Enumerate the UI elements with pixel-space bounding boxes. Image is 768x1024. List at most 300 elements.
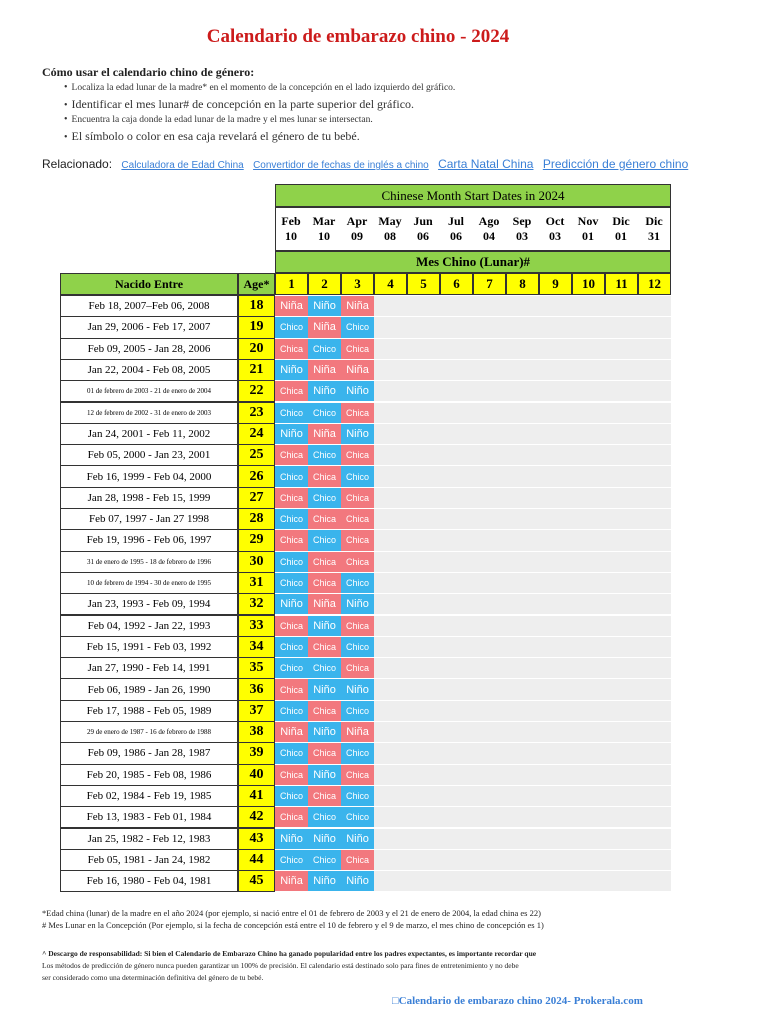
gender-cell-unreadable <box>539 317 572 337</box>
born-between-cell: Feb 07, 1997 - Jan 27 1998 <box>60 508 238 530</box>
gender-cell-unreadable <box>374 765 407 785</box>
gender-cell-girl: Niña <box>308 317 341 337</box>
gender-cell-unreadable <box>638 807 671 827</box>
born-between-cell: Feb 20, 1985 - Feb 08, 1986 <box>60 764 238 786</box>
gender-cell-unreadable <box>407 403 440 423</box>
gender-cell-unreadable <box>407 339 440 359</box>
gender-cell-boy: Niño <box>308 765 341 785</box>
footer-link[interactable]: □Calendario de embarazo chino 2024- Prokerala.com <box>392 995 643 1007</box>
gender-cell-unreadable <box>407 829 440 849</box>
gender-cell-unreadable <box>605 424 638 444</box>
gender-cell-unreadable <box>407 509 440 529</box>
month-start-date: Dic 31 <box>645 214 663 243</box>
gender-cell-boy: Chico <box>275 403 308 423</box>
gender-cell-unreadable <box>506 658 539 678</box>
gender-cell-unreadable <box>473 573 506 593</box>
gender-cell-unreadable <box>572 594 605 614</box>
gender-cell-girl: Chica <box>341 530 374 550</box>
gender-cell-unreadable <box>539 552 572 572</box>
gender-cell-unreadable <box>440 807 473 827</box>
gender-cell-unreadable <box>539 445 572 465</box>
gender-cell-unreadable <box>440 743 473 763</box>
gender-cell-unreadable <box>539 765 572 785</box>
mother-age-cell: 38 <box>238 721 275 743</box>
gender-cell-unreadable <box>407 466 440 486</box>
gender-cell-unreadable <box>407 679 440 699</box>
gender-cell-unreadable <box>539 530 572 550</box>
gender-cell-unreadable <box>440 530 473 550</box>
gender-cell-unreadable <box>506 743 539 763</box>
gender-cell-unreadable <box>638 616 671 636</box>
gender-cell-unreadable <box>539 296 572 316</box>
gender-cell-unreadable <box>374 339 407 359</box>
gender-cell-unreadable <box>605 403 638 423</box>
gender-cell-girl: Chica <box>341 488 374 508</box>
gender-cell-unreadable <box>539 658 572 678</box>
gender-cell-unreadable <box>572 488 605 508</box>
gender-cell-unreadable <box>638 509 671 529</box>
gender-cell-unreadable <box>407 701 440 721</box>
gender-cell-unreadable <box>374 573 407 593</box>
gender-cell-unreadable <box>638 871 671 891</box>
gender-cell-unreadable <box>374 807 407 827</box>
gender-cell-girl: Chica <box>341 765 374 785</box>
gender-cell-unreadable <box>473 616 506 636</box>
born-between-cell: Feb 16, 1999 - Feb 04, 2000 <box>60 465 238 487</box>
gender-cell-boy: Chico <box>341 466 374 486</box>
gender-cell-unreadable <box>506 573 539 593</box>
born-between-cell: Jan 25, 1982 - Feb 12, 1983 <box>60 828 238 850</box>
mother-age-cell: 35 <box>238 657 275 679</box>
gender-cell-unreadable <box>374 722 407 742</box>
link-birth-chart[interactable]: Carta Natal China <box>438 157 534 171</box>
gender-cell-unreadable <box>506 530 539 550</box>
gender-cell-unreadable <box>605 339 638 359</box>
mother-age-cell: 37 <box>238 700 275 722</box>
gender-cell-unreadable <box>473 488 506 508</box>
born-between-cell: Feb 05, 2000 - Jan 23, 2001 <box>60 444 238 466</box>
gender-cell-unreadable <box>506 786 539 806</box>
gender-cell-boy: Niño <box>275 829 308 849</box>
gender-cell-unreadable <box>605 722 638 742</box>
gender-cell-girl: Chica <box>341 445 374 465</box>
gender-cell-boy: Niño <box>341 381 374 401</box>
gender-cell-unreadable <box>440 765 473 785</box>
gender-cell-girl: Chica <box>275 530 308 550</box>
gender-cell-boy: Chico <box>308 850 341 870</box>
gender-cell-boy: Chico <box>275 573 308 593</box>
gender-cell-unreadable <box>506 360 539 380</box>
mother-age-cell: 41 <box>238 785 275 807</box>
mother-age-cell: 39 <box>238 742 275 764</box>
gender-cell-unreadable <box>638 466 671 486</box>
gender-cell-unreadable <box>572 637 605 657</box>
gender-cell-boy: Chico <box>341 317 374 337</box>
lunar-month-number: 2 <box>308 273 341 295</box>
gender-cell-girl: Chica <box>308 466 341 486</box>
col-header-age: Age* <box>238 273 275 295</box>
gender-cell-boy: Niño <box>308 381 341 401</box>
gender-cell-unreadable <box>506 466 539 486</box>
gender-cell-girl: Niña <box>341 722 374 742</box>
gender-cell-unreadable <box>638 786 671 806</box>
gender-cell-unreadable <box>572 679 605 699</box>
mother-age-cell: 44 <box>238 849 275 871</box>
gender-cell-boy: Niño <box>308 722 341 742</box>
gender-cell-unreadable <box>473 509 506 529</box>
gender-cell-unreadable <box>605 679 638 699</box>
gender-cell-unreadable <box>539 871 572 891</box>
gender-cell-unreadable <box>539 594 572 614</box>
gender-cell-unreadable <box>572 445 605 465</box>
lunar-month-number: 9 <box>539 273 572 295</box>
month-start-date: Dic 01 <box>612 214 630 243</box>
gender-cell-boy: Chico <box>275 509 308 529</box>
gender-cell-girl: Chica <box>341 552 374 572</box>
instruction-item: • Localiza la edad lunar de la madre* en el momento de la concepción en el lado izquierdo del gráfico. <box>64 80 455 96</box>
gender-cell-unreadable <box>605 786 638 806</box>
gender-cell-unreadable <box>473 850 506 870</box>
born-between-cell: Feb 13, 1983 - Feb 01, 1984 <box>60 806 238 828</box>
gender-cell-unreadable <box>440 360 473 380</box>
gender-cell-unreadable <box>407 488 440 508</box>
gender-cell-boy: Chico <box>341 807 374 827</box>
gender-cell-unreadable <box>440 786 473 806</box>
gender-cell-unreadable <box>605 317 638 337</box>
gender-cell-unreadable <box>638 829 671 849</box>
gender-cell-unreadable <box>539 509 572 529</box>
gender-cell-unreadable <box>638 722 671 742</box>
gender-cell-unreadable <box>374 829 407 849</box>
gender-cell-boy: Niño <box>308 871 341 891</box>
gender-cell-girl: Chica <box>275 445 308 465</box>
gender-cell-boy: Chico <box>308 445 341 465</box>
gender-cell-unreadable <box>572 509 605 529</box>
gender-cell-unreadable <box>374 594 407 614</box>
gender-cell-unreadable <box>407 786 440 806</box>
gender-cell-boy: Chico <box>341 743 374 763</box>
born-between-cell: 01 de febrero de 2003 - 21 de enero de 2004 <box>60 380 238 402</box>
gender-cell-unreadable <box>572 360 605 380</box>
gender-cell-unreadable <box>539 679 572 699</box>
gender-cell-unreadable <box>638 594 671 614</box>
gender-cell-unreadable <box>572 743 605 763</box>
gender-cell-unreadable <box>506 424 539 444</box>
gender-cell-unreadable <box>440 829 473 849</box>
gender-cell-unreadable <box>440 403 473 423</box>
gender-cell-boy: Chico <box>341 637 374 657</box>
lunar-month-number: 7 <box>473 273 506 295</box>
gender-cell-unreadable <box>539 850 572 870</box>
gender-cell-unreadable <box>605 616 638 636</box>
mother-age-cell: 43 <box>238 828 275 850</box>
lunar-month-number: 4 <box>374 273 407 295</box>
gender-cell-unreadable <box>539 829 572 849</box>
born-between-cell: Jan 28, 1998 - Feb 15, 1999 <box>60 487 238 509</box>
gender-cell-unreadable <box>473 552 506 572</box>
gender-cell-unreadable <box>506 317 539 337</box>
mother-age-cell: 30 <box>238 551 275 573</box>
gender-cell-unreadable <box>605 466 638 486</box>
gender-cell-unreadable <box>407 765 440 785</box>
gender-cell-unreadable <box>374 871 407 891</box>
gender-cell-unreadable <box>506 616 539 636</box>
gender-cell-boy: Chico <box>275 466 308 486</box>
gender-cell-unreadable <box>539 339 572 359</box>
gender-cell-unreadable <box>605 807 638 827</box>
gender-cell-boy: Niño <box>308 829 341 849</box>
born-between-cell: Feb 17, 1988 - Feb 05, 1989 <box>60 700 238 722</box>
gender-cell-unreadable <box>605 743 638 763</box>
born-between-cell: Jan 27, 1990 - Feb 14, 1991 <box>60 657 238 679</box>
gender-cell-unreadable <box>374 552 407 572</box>
month-start-date: Jul 06 <box>447 214 464 243</box>
gender-cell-unreadable <box>506 871 539 891</box>
gender-cell-unreadable <box>473 701 506 721</box>
gender-cell-unreadable <box>506 488 539 508</box>
gender-cell-unreadable <box>572 381 605 401</box>
gender-cell-unreadable <box>374 509 407 529</box>
gender-cell-unreadable <box>572 403 605 423</box>
gender-cell-unreadable <box>473 360 506 380</box>
gender-cell-unreadable <box>572 850 605 870</box>
gender-cell-girl: Niña <box>308 594 341 614</box>
gender-cell-unreadable <box>473 786 506 806</box>
gender-cell-unreadable <box>473 743 506 763</box>
gender-cell-girl: Chica <box>275 765 308 785</box>
gender-cell-unreadable <box>638 679 671 699</box>
gender-cell-unreadable <box>572 296 605 316</box>
gender-cell-unreadable <box>506 296 539 316</box>
gender-cell-girl: Chica <box>275 679 308 699</box>
gender-cell-girl: Chica <box>275 488 308 508</box>
gender-cell-unreadable <box>605 552 638 572</box>
gender-cell-unreadable <box>407 317 440 337</box>
gender-cell-boy: Chico <box>308 530 341 550</box>
gender-cell-unreadable <box>638 296 671 316</box>
month-start-date: Mar 10 <box>312 214 336 243</box>
gender-cell-unreadable <box>407 807 440 827</box>
gender-cell-unreadable <box>638 637 671 657</box>
gender-cell-unreadable <box>572 722 605 742</box>
gender-cell-unreadable <box>407 616 440 636</box>
gender-cell-girl: Chica <box>341 850 374 870</box>
gender-cell-unreadable <box>638 424 671 444</box>
lunar-month-number: 1 <box>275 273 308 295</box>
gender-cell-unreadable <box>605 871 638 891</box>
gender-cell-boy: Niño <box>341 829 374 849</box>
gender-cell-unreadable <box>440 424 473 444</box>
gender-cell-unreadable <box>440 573 473 593</box>
lunar-month-number: 3 <box>341 273 374 295</box>
month-start-date: Feb 10 <box>281 214 301 243</box>
gender-cell-unreadable <box>506 637 539 657</box>
mother-age-cell: 34 <box>238 636 275 658</box>
gender-cell-unreadable <box>638 850 671 870</box>
gender-cell-unreadable <box>572 317 605 337</box>
gender-cell-unreadable <box>638 339 671 359</box>
lunar-month-number: 8 <box>506 273 539 295</box>
gender-cell-girl: Chica <box>275 616 308 636</box>
gender-cell-girl: Chica <box>341 339 374 359</box>
gender-cell-unreadable <box>539 722 572 742</box>
gender-cell-unreadable <box>473 339 506 359</box>
gender-cell-boy: Chico <box>308 807 341 827</box>
born-between-cell: 29 de enero de 1987 - 16 de febrero de 1988 <box>60 721 238 743</box>
gender-cell-unreadable <box>605 381 638 401</box>
footnote-age: *Edad china (lunar) de la madre en el año 2024 (por ejemplo, si nació entre el 01 de febrero de 2003 y el 21 de enero de 2004, la edad china es 22) <box>42 908 541 918</box>
gender-cell-unreadable <box>605 573 638 593</box>
gender-cell-girl: Chica <box>341 658 374 678</box>
gender-cell-girl: Chica <box>308 509 341 529</box>
gender-cell-unreadable <box>473 445 506 465</box>
gender-cell-girl: Chica <box>308 637 341 657</box>
gender-cell-boy: Niño <box>341 679 374 699</box>
gender-cell-boy: Chico <box>308 658 341 678</box>
gender-cell-unreadable <box>407 658 440 678</box>
disclaimer-title: ^ Descargo de responsabilidad: Si bien el Calendario de Embarazo Chino ha ganado popularidad entre los padres expectantes, es importante recordar que <box>42 949 537 958</box>
link-age-calculator[interactable]: Calculadora de Edad China <box>121 160 244 171</box>
gender-cell-unreadable <box>473 424 506 444</box>
gender-cell-unreadable <box>638 530 671 550</box>
gender-cell-unreadable <box>407 637 440 657</box>
gender-cell-unreadable <box>638 743 671 763</box>
gender-cell-unreadable <box>506 679 539 699</box>
gender-cell-unreadable <box>440 445 473 465</box>
gender-cell-unreadable <box>539 381 572 401</box>
mother-age-cell: 24 <box>238 423 275 445</box>
lunar-month-header: Mes Chino (Lunar)# <box>275 251 671 273</box>
gender-cell-unreadable <box>473 530 506 550</box>
month-start-date: Jun 06 <box>413 214 433 243</box>
born-between-cell: Feb 06, 1989 - Jan 26, 1990 <box>60 678 238 700</box>
born-between-cell: Jan 22, 2004 - Feb 08, 2005 <box>60 359 238 381</box>
footnotes <box>42 907 544 931</box>
gender-cell-unreadable <box>440 871 473 891</box>
gender-cell-unreadable <box>473 317 506 337</box>
month-start-date: Oct 03 <box>545 214 565 243</box>
disclaimer <box>42 948 536 984</box>
gender-cell-unreadable <box>374 488 407 508</box>
gender-cell-boy: Niño <box>308 679 341 699</box>
born-between-cell: 12 de febrero de 2002 - 31 de enero de 2003 <box>60 402 238 424</box>
gender-cell-unreadable <box>440 616 473 636</box>
link-gender-prediction[interactable]: Predicción de género chino <box>542 157 689 171</box>
born-between-cell: Feb 04, 1992 - Jan 22, 1993 <box>60 615 238 637</box>
gender-cell-unreadable <box>605 594 638 614</box>
gender-cell-girl: Niña <box>275 296 308 316</box>
gender-cell-unreadable <box>605 701 638 721</box>
born-between-cell: 10 de febrero de 1994 - 30 de enero de 1995 <box>60 572 238 594</box>
gender-cell-unreadable <box>605 637 638 657</box>
gender-cell-unreadable <box>638 701 671 721</box>
gender-cell-unreadable <box>506 829 539 849</box>
month-start-date: Apr 09 <box>346 214 368 243</box>
gender-cell-unreadable <box>440 679 473 699</box>
gender-cell-unreadable <box>506 381 539 401</box>
gender-cell-unreadable <box>605 765 638 785</box>
gender-cell-unreadable <box>407 381 440 401</box>
gender-cell-boy: Niño <box>275 594 308 614</box>
gender-cell-unreadable <box>605 296 638 316</box>
gender-cell-unreadable <box>605 360 638 380</box>
gender-cell-boy: Niño <box>341 594 374 614</box>
gender-cell-unreadable <box>539 701 572 721</box>
gender-cell-unreadable <box>539 403 572 423</box>
gender-cell-unreadable <box>440 701 473 721</box>
born-between-cell: Feb 18, 2007–Feb 06, 2008 <box>60 295 238 317</box>
related-label: Relacionado : <box>42 157 112 171</box>
gender-cell-unreadable <box>407 360 440 380</box>
gender-cell-unreadable <box>605 445 638 465</box>
gender-cell-unreadable <box>638 765 671 785</box>
gender-cell-unreadable <box>638 552 671 572</box>
gender-cell-unreadable <box>539 807 572 827</box>
link-date-converter[interactable]: Convertidor de fechas de inglés a chino <box>253 160 429 171</box>
mother-age-cell: 42 <box>238 806 275 828</box>
footnote-month: # Mes Lunar en la Concepción (Por ejemplo, si la fecha de concepción está entre el 10 de febrero y el 9 de marzo, el mes chino de concepción es 1) <box>42 920 544 930</box>
gender-cell-girl: Chica <box>308 701 341 721</box>
mother-age-cell: 33 <box>238 615 275 637</box>
gender-cell-unreadable <box>473 765 506 785</box>
gender-cell-girl: Chica <box>308 573 341 593</box>
gender-cell-unreadable <box>407 552 440 572</box>
gender-cell-boy: Chico <box>308 488 341 508</box>
gender-cell-unreadable <box>572 552 605 572</box>
gender-cell-unreadable <box>506 509 539 529</box>
gender-cell-boy: Niño <box>275 424 308 444</box>
gender-cell-boy: Niño <box>341 424 374 444</box>
gender-cell-unreadable <box>407 871 440 891</box>
gender-cell-unreadable <box>473 296 506 316</box>
gender-cell-unreadable <box>407 850 440 870</box>
gender-cell-unreadable <box>374 360 407 380</box>
gender-cell-unreadable <box>407 573 440 593</box>
gender-cell-unreadable <box>374 424 407 444</box>
gender-cell-unreadable <box>374 296 407 316</box>
gender-cell-girl: Chica <box>341 616 374 636</box>
gender-cell-unreadable <box>572 339 605 359</box>
gender-cell-unreadable <box>506 594 539 614</box>
gender-cell-unreadable <box>440 488 473 508</box>
gender-cell-boy: Chico <box>275 658 308 678</box>
mother-age-cell: 26 <box>238 465 275 487</box>
gender-cell-unreadable <box>506 807 539 827</box>
gender-cell-unreadable <box>473 381 506 401</box>
mother-age-cell: 32 <box>238 593 275 615</box>
gender-cell-unreadable <box>539 488 572 508</box>
month-start-date: Sep 03 <box>512 214 532 243</box>
month-start-date: Nov 01 <box>577 214 599 243</box>
gender-cell-unreadable <box>473 807 506 827</box>
lunar-month-number: 6 <box>440 273 473 295</box>
born-between-cell: Jan 23, 1993 - Feb 09, 1994 <box>60 593 238 615</box>
mother-age-cell: 28 <box>238 508 275 530</box>
gender-cell-unreadable <box>440 850 473 870</box>
mother-age-cell: 25 <box>238 444 275 466</box>
gender-cell-unreadable <box>572 807 605 827</box>
gender-cell-unreadable <box>638 445 671 465</box>
mother-age-cell: 19 <box>238 316 275 338</box>
gender-cell-unreadable <box>473 658 506 678</box>
gender-cell-unreadable <box>374 403 407 423</box>
gender-cell-girl: Chica <box>341 403 374 423</box>
gender-cell-unreadable <box>506 722 539 742</box>
gender-cell-unreadable <box>407 530 440 550</box>
gender-cell-unreadable <box>605 530 638 550</box>
gender-cell-unreadable <box>539 616 572 636</box>
mother-age-cell: 18 <box>238 295 275 317</box>
